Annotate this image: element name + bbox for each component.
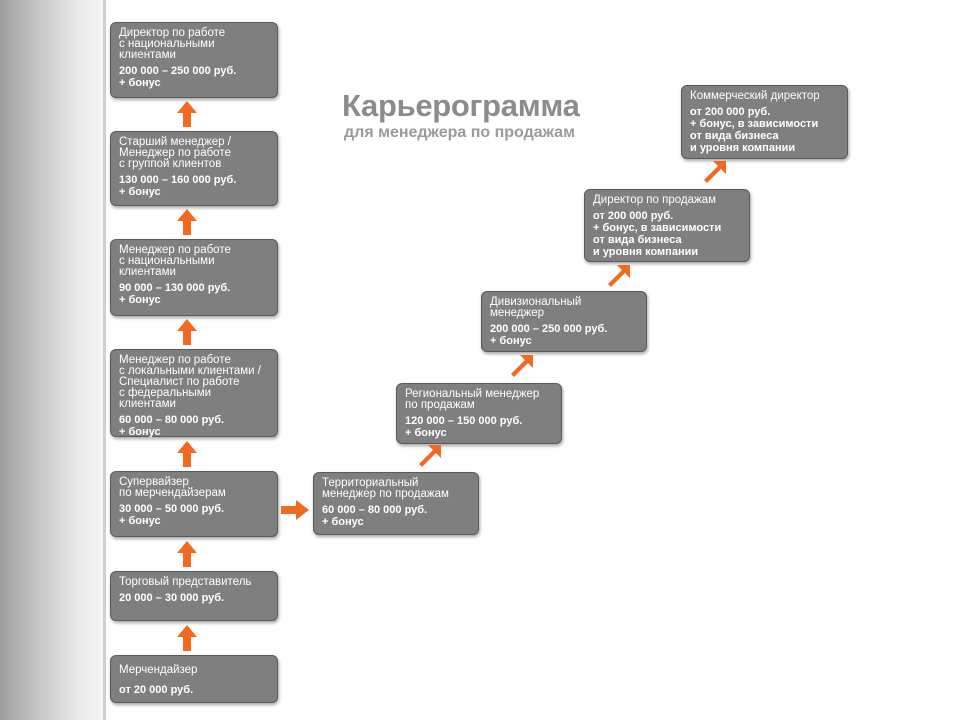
slide-left-gradient-strip (0, 0, 104, 720)
career-box-title: Старший менеджер / Менеджер по работе с группой клиентов (119, 136, 231, 170)
arrow-diagonal-up-right-icon (416, 444, 442, 470)
career-box-senior-manager (110, 131, 278, 206)
career-box-supervisor (110, 471, 278, 537)
career-box-regional-manager (396, 383, 562, 444)
arrow-up-icon (176, 624, 198, 652)
arrow-diagonal-up-right-icon (605, 264, 631, 290)
chart-title: Карьерограмма (342, 88, 580, 123)
career-box-sales-representative (110, 571, 278, 621)
career-box-salary: от 200 000 руб. + бонус, в зависимости от вида бизнеса и уровня компании (690, 106, 819, 154)
career-box-salary: 60 000 – 80 000 руб. + бонус (119, 414, 225, 438)
career-box-salary: 200 000 – 250 000 руб. + бонус (490, 323, 608, 347)
career-box-national-clients-manager (110, 239, 278, 316)
career-box-title: Дивизиональный менеджер (490, 296, 582, 319)
career-box-salary: 30 000 – 50 000 руб. + бонус (119, 503, 225, 527)
career-box-merchandiser (110, 655, 278, 703)
arrow-up-icon (176, 318, 198, 346)
career-box-commercial-director (681, 85, 848, 159)
career-box-local-clients-manager (110, 349, 278, 437)
career-box-salary: от 20 000 руб. (119, 684, 194, 696)
arrow-right-icon (280, 499, 310, 521)
career-box-title: Менеджер по работе с локальными клиентами / Специалист по работе с федеральными клиентами (119, 354, 261, 410)
career-box-salary: 60 000 – 80 000 руб. + бонус (322, 504, 428, 528)
career-box-salary: 90 000 – 130 000 руб. + бонус (119, 282, 231, 306)
career-box-title: Региональный менеджер по продажам (405, 388, 540, 411)
arrow-up-icon (176, 540, 198, 568)
career-box-divisional-manager (481, 291, 647, 352)
career-box-title: Директор по работе с национальными клиентами (119, 27, 226, 61)
slide-left-edge-line (103, 0, 106, 720)
chart-subtitle: для менеджера по продажам (344, 124, 575, 141)
arrow-up-icon (176, 100, 198, 128)
career-box-title: Директор по продажам (593, 194, 716, 206)
career-box-title: Территориальный менеджер по продажам (322, 477, 449, 500)
career-box-national-clients-director (110, 22, 278, 98)
arrow-up-icon (176, 208, 198, 236)
arrow-diagonal-up-right-icon (508, 354, 534, 380)
career-box-salary: 20 000 – 30 000 руб. (119, 592, 225, 604)
arrow-up-icon (176, 440, 198, 468)
career-box-salary: 120 000 – 150 000 руб. + бонус (405, 415, 523, 439)
career-box-salary: 130 000 – 160 000 руб. + бонус (119, 174, 237, 198)
arrow-diagonal-up-right-icon (701, 160, 727, 186)
career-box-salary: от 200 000 руб. + бонус, в зависимости от вида бизнеса и уровня компании (593, 210, 722, 258)
career-box-title: Торговый представитель (119, 576, 252, 588)
career-box-salary: 200 000 – 250 000 руб. + бонус (119, 65, 237, 89)
career-box-title: Супервайзер по мерчендайзерам (119, 476, 226, 499)
career-box-title: Коммерческий директор (690, 90, 820, 102)
career-box-title: Менеджер по работе с национальными клиентами (119, 244, 231, 278)
career-box-territorial-manager (313, 472, 479, 535)
career-box-title: Мерчендайзер (119, 664, 198, 676)
career-box-sales-director (584, 189, 750, 262)
